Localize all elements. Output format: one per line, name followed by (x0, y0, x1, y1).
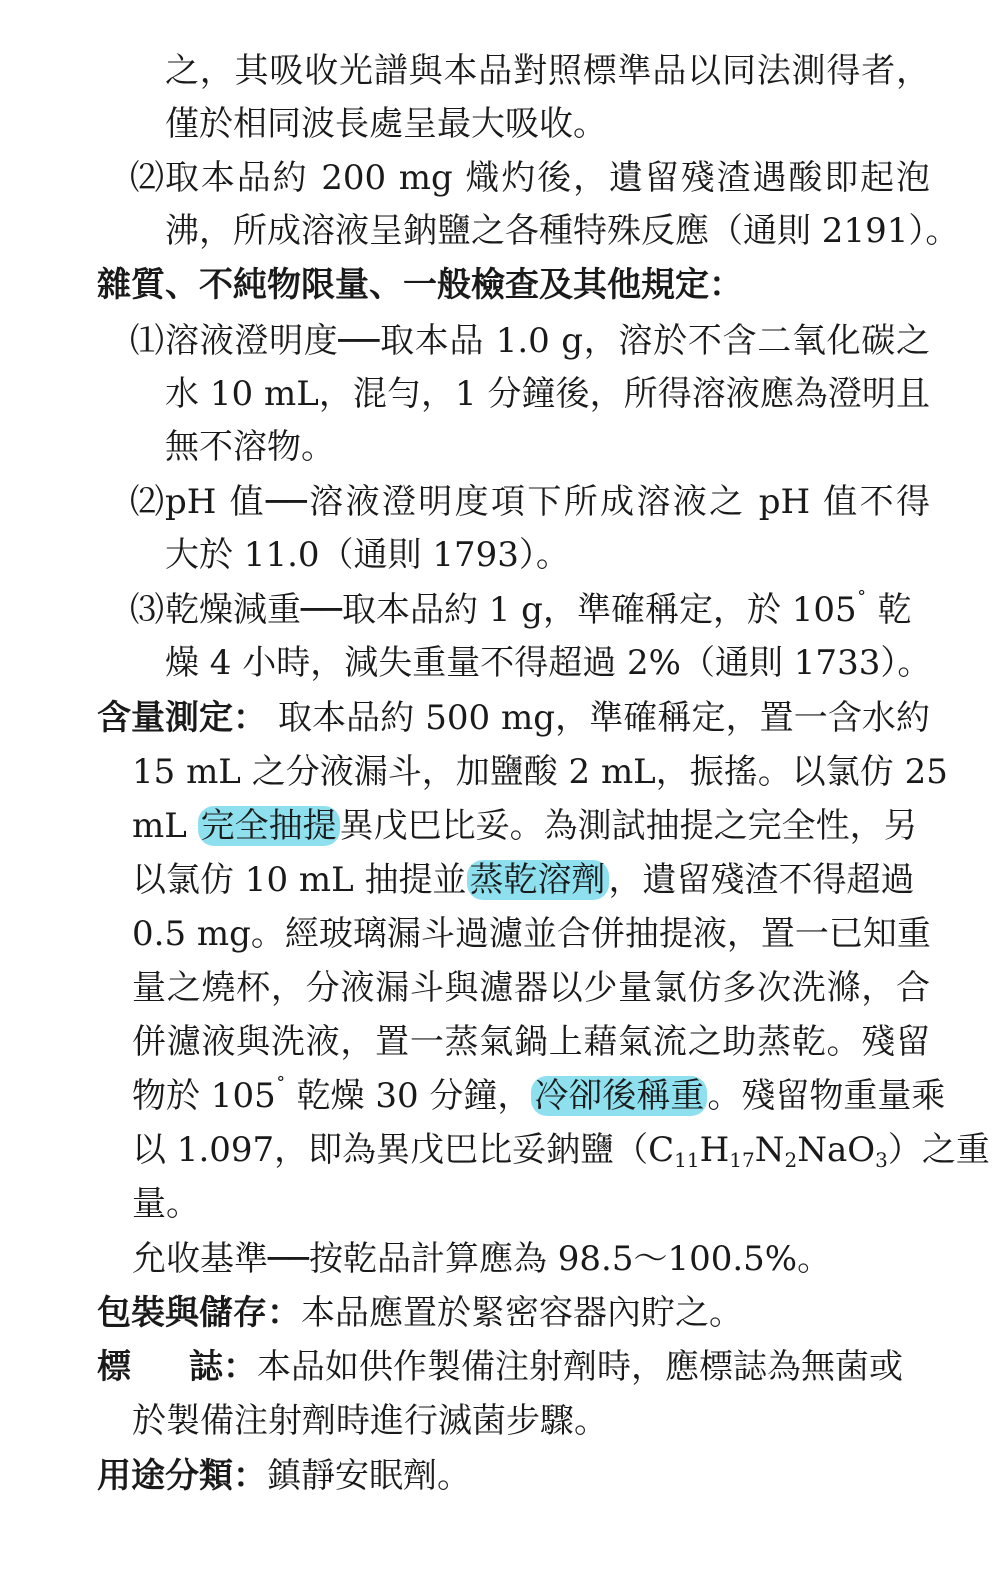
impurities-item-3-marker: ⑶ (130, 590, 164, 630)
assay-line-4-text: 以氯仿 10 mL 抽提並 (132, 860, 467, 900)
subscript-h: 17 (729, 1148, 755, 1172)
subscript-n: 2 (784, 1148, 798, 1172)
assay-line-9 (132, 1129, 990, 1172)
assay-line-9-text: 以 1.097，即為異戊巴比妥鈉鹽（C (132, 1130, 675, 1170)
packaging-heading: 包裝與儲存： (97, 1293, 301, 1333)
impurities-item-3-line-2: 燥 4 小時，減失重量不得超過 2%（通則 1733）。 (165, 643, 932, 683)
assay-line-10: 量。 (132, 1184, 200, 1224)
identification-item-2-marker: ⑵ (130, 158, 164, 198)
subscript-c: 11 (674, 1148, 700, 1172)
identification-item-2-line-1: 取本品約 200 mg 熾灼後，遺留殘渣遇酸即起泡 (165, 158, 930, 198)
assay-line-5: 0.5 mg。經玻璃漏斗過濾並合併抽提液，置一已知重 (132, 914, 931, 954)
acceptance-criteria: 允收基準──按乾品計算應為 98.5～100.5%。 (132, 1239, 832, 1279)
impurities-heading: 雜質、不純物限量、一般檢查及其他規定： (97, 265, 743, 305)
formula-n: N (754, 1130, 785, 1170)
assay-line-6: 量之燒杯，分液漏斗與濾器以少量氯仿多次洗滌，合 (132, 968, 930, 1008)
assay-line-1: 取本品約 500 mg，準確稱定，置一含水約 (278, 698, 930, 738)
impurities-item-1-line-1: 溶液澄明度──取本品 1.0 g，溶於不含二氧化碳之 (165, 321, 930, 361)
assay-line-2: 15 mL 之分液漏斗，加鹽酸 2 mL，振搖。以氯仿 25 (132, 752, 948, 792)
labeling-heading-first: 標 (97, 1347, 131, 1387)
identification-line-2: 僅於相同波長處呈最大吸收。 (165, 104, 607, 144)
assay-line-9-tail: ）之重 (887, 1130, 990, 1170)
impurities-item-3-line-1-text: 乾燥減重──取本品約 1 g，準確稱定，於 105 (165, 590, 857, 630)
impurities-item-2-line-1: pH 值──溶液澄明度項下所成溶液之 pH 值不得 (165, 482, 930, 522)
formula-h: H (699, 1130, 730, 1170)
usage-text: 鎮靜安眠劑。 (267, 1456, 471, 1496)
assay-line-3 (132, 805, 930, 847)
assay-line-4-tail: ，遺留殘渣不得超過 (608, 860, 915, 900)
assay-heading: 含量測定： (97, 698, 267, 738)
assay-line-8-text: 物於 105 (132, 1076, 276, 1116)
assay-line-3-text: mL (132, 806, 198, 846)
impurities-item-1-line-3: 無不溶物。 (165, 427, 335, 467)
usage-section (97, 1455, 471, 1497)
assay-line-8-tail: 。殘留物重量乘 (707, 1076, 946, 1116)
degree-sign: ˚ (275, 1074, 286, 1098)
packaging-section (97, 1292, 743, 1334)
assay-line-3-tail: 異戊巴比妥。為測試抽提之完全性，另 (339, 806, 918, 846)
labeling-section (97, 1346, 930, 1388)
highlight-evaporate-solvent: 蒸乾溶劑 (467, 860, 609, 900)
impurities-item-1-marker: ⑴ (130, 321, 164, 361)
assay-line-8 (132, 1074, 946, 1117)
identification-line-1: 之，其吸收光譜與本品對照標準品以同法測得者， (165, 51, 930, 91)
assay-line-7: 併濾液與洗液，置一蒸氣鍋上藉氣流之助蒸乾。殘留 (132, 1022, 930, 1062)
impurities-item-2-marker: ⑵ (130, 482, 164, 522)
impurities-item-1-line-2: 水 10 mL，混勻，1 分鐘後，所得溶液應為澄明且 (165, 374, 930, 414)
subscript-o: 3 (875, 1148, 888, 1172)
impurities-item-2-line-2: 大於 11.0（通則 1793）。 (165, 535, 570, 575)
usage-heading: 用途分類： (97, 1456, 267, 1496)
packaging-text: 本品應置於緊密容器內貯之。 (301, 1293, 743, 1333)
impurities-item-3-line-1-tail: 乾 (866, 590, 912, 630)
formula-nao: NaO (797, 1130, 876, 1170)
labeling-line-1: 本品如供作製備注射劑時，應標誌為無菌或 (257, 1347, 903, 1387)
assay-line-8-mid: 乾燥 30 分鐘， (285, 1076, 532, 1116)
highlight-cool-and-weigh: 冷卻後稱重 (531, 1076, 707, 1116)
assay-line-4 (132, 859, 930, 901)
degree-sign: ˚ (856, 588, 867, 612)
highlight-complete-extraction: 完全抽提 (198, 806, 340, 846)
identification-item-2-line-2: 沸，所成溶液呈鈉鹽之各種特殊反應（通則 2191）。 (165, 211, 960, 251)
labeling-heading-second: 誌： (189, 1347, 257, 1387)
labeling-line-2: 於製備注射劑時進行滅菌步驟。 (132, 1401, 608, 1441)
impurities-item-3-line-1 (165, 589, 930, 631)
